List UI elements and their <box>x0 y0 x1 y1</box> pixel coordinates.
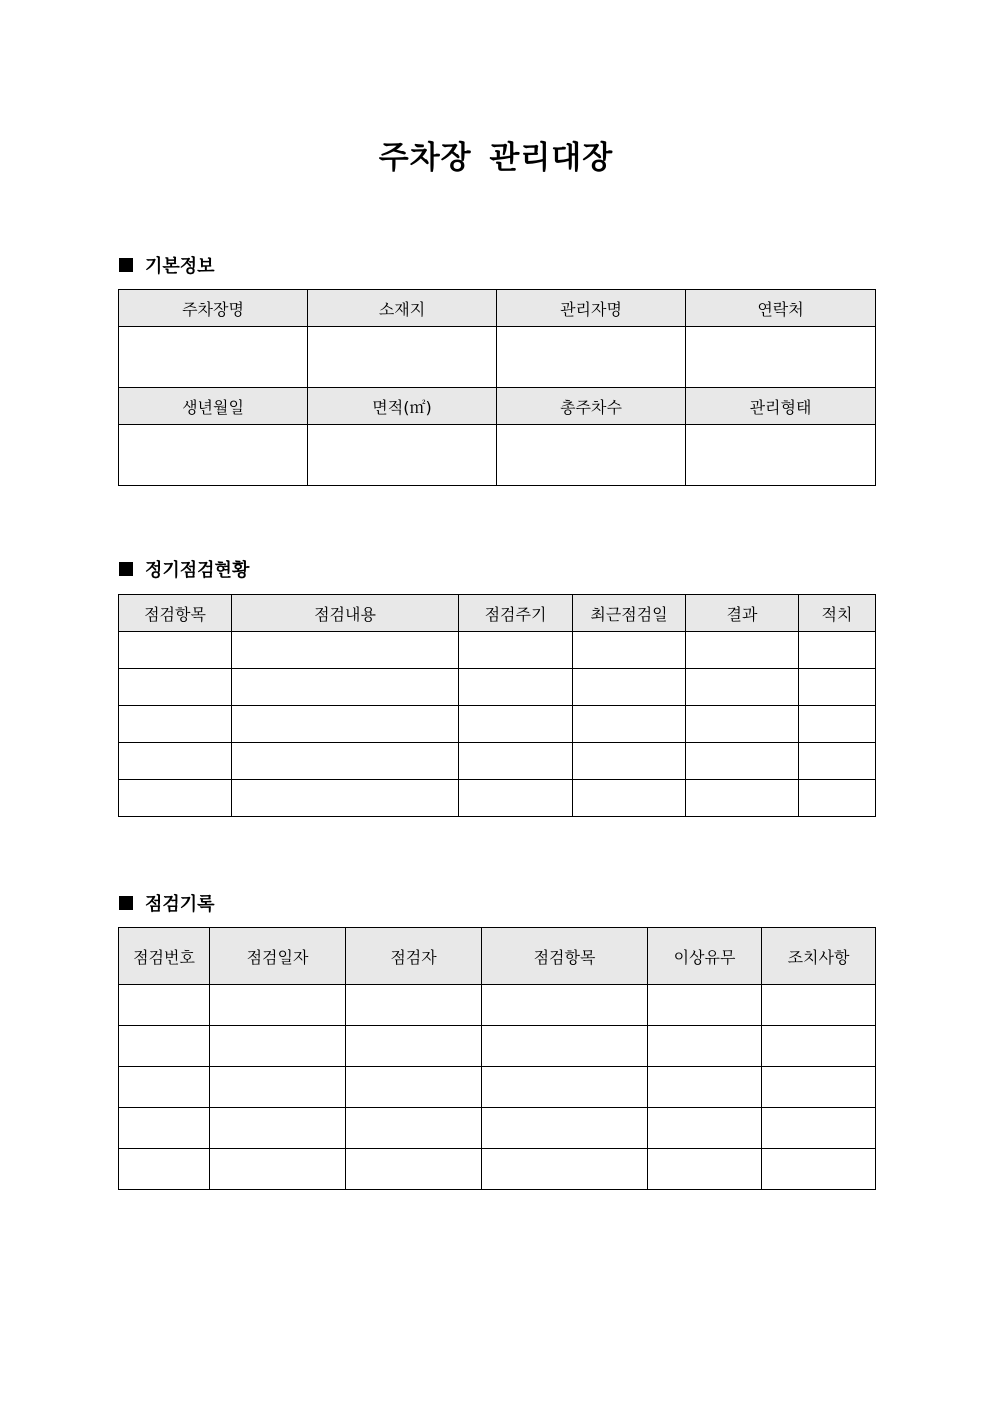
square-bullet-icon <box>119 562 133 576</box>
table-cell[interactable] <box>119 632 232 669</box>
basic-input-row-1 <box>119 327 876 388</box>
section-heading-basic <box>119 252 215 278</box>
total-spaces-field[interactable] <box>497 425 686 486</box>
table-cell[interactable] <box>119 1067 210 1108</box>
table-cell[interactable] <box>762 1067 876 1108</box>
table-cell[interactable] <box>686 706 799 743</box>
table-cell[interactable] <box>799 780 876 817</box>
table-cell[interactable] <box>232 632 459 669</box>
table-row <box>119 632 876 669</box>
inspection-header-row <box>119 595 876 632</box>
table-cell[interactable] <box>210 1026 346 1067</box>
basic-header-row-2 <box>119 388 876 425</box>
table-cell[interactable] <box>573 669 686 706</box>
header-parking-name: 주차장명 <box>119 290 308 327</box>
table-cell[interactable] <box>232 669 459 706</box>
table-cell[interactable] <box>573 743 686 780</box>
header-result: 결과 <box>686 595 799 632</box>
table-row <box>119 706 876 743</box>
table-cell[interactable] <box>686 632 799 669</box>
table-cell[interactable] <box>119 669 232 706</box>
table-row <box>119 669 876 706</box>
table-cell[interactable] <box>119 1149 210 1190</box>
header-accumulation: 적치 <box>799 595 876 632</box>
management-type-field[interactable] <box>686 425 876 486</box>
table-cell[interactable] <box>346 1149 482 1190</box>
table-cell[interactable] <box>459 706 573 743</box>
table-cell[interactable] <box>648 1067 762 1108</box>
table-cell[interactable] <box>119 706 232 743</box>
table-cell[interactable] <box>210 1108 346 1149</box>
header-contact: 연락처 <box>686 290 876 327</box>
basic-input-row-2 <box>119 425 876 486</box>
table-cell[interactable] <box>232 743 459 780</box>
table-cell[interactable] <box>119 1026 210 1067</box>
table-cell[interactable] <box>799 632 876 669</box>
header-inspection-date: 점검일자 <box>210 928 346 985</box>
table-row <box>119 743 876 780</box>
table-cell[interactable] <box>573 706 686 743</box>
basic-info-table <box>118 289 876 486</box>
inspection-status-table <box>118 594 876 817</box>
table-cell[interactable] <box>686 743 799 780</box>
contact-field[interactable] <box>686 327 876 388</box>
header-record-inspection-item: 점검항목 <box>482 928 648 985</box>
table-cell[interactable] <box>648 1026 762 1067</box>
header-location: 소재지 <box>308 290 497 327</box>
table-cell[interactable] <box>119 1108 210 1149</box>
table-cell[interactable] <box>346 985 482 1026</box>
table-cell[interactable] <box>482 1108 648 1149</box>
table-cell[interactable] <box>119 985 210 1026</box>
table-cell[interactable] <box>482 985 648 1026</box>
table-cell[interactable] <box>119 780 232 817</box>
table-cell[interactable] <box>119 743 232 780</box>
header-recent-inspection-date: 최근점검일 <box>573 595 686 632</box>
header-management-type: 관리형태 <box>686 388 876 425</box>
table-cell[interactable] <box>648 1108 762 1149</box>
header-area: 면적(㎡) <box>308 388 497 425</box>
header-abnormality: 이상유무 <box>648 928 762 985</box>
header-inspection-cycle: 점검주기 <box>459 595 573 632</box>
table-cell[interactable] <box>232 780 459 817</box>
table-cell[interactable] <box>648 985 762 1026</box>
section-heading-record-label: 점검기록 <box>145 894 215 915</box>
table-cell[interactable] <box>762 1026 876 1067</box>
section-heading-inspection <box>119 556 249 582</box>
table-cell[interactable] <box>459 632 573 669</box>
table-cell[interactable] <box>232 706 459 743</box>
table-cell[interactable] <box>686 780 799 817</box>
table-row <box>119 1149 876 1190</box>
header-total-spaces: 총주차수 <box>497 388 686 425</box>
inspection-record-table <box>118 927 876 1190</box>
table-cell[interactable] <box>648 1149 762 1190</box>
birth-date-field[interactable] <box>119 425 308 486</box>
table-cell[interactable] <box>346 1026 482 1067</box>
table-row <box>119 1067 876 1108</box>
parking-name-field[interactable] <box>119 327 308 388</box>
section-heading-inspection-label: 정기점검현황 <box>145 560 250 581</box>
record-header-row <box>119 928 876 985</box>
header-birth-date: 생년월일 <box>119 388 308 425</box>
table-cell[interactable] <box>573 632 686 669</box>
location-field[interactable] <box>308 327 497 388</box>
header-action-taken: 조치사항 <box>762 928 876 985</box>
table-cell[interactable] <box>762 1149 876 1190</box>
square-bullet-icon <box>119 258 133 272</box>
table-cell[interactable] <box>459 780 573 817</box>
table-cell[interactable] <box>459 743 573 780</box>
table-row <box>119 985 876 1026</box>
table-cell[interactable] <box>573 780 686 817</box>
table-cell[interactable] <box>346 1108 482 1149</box>
header-inspection-item: 점검항목 <box>119 595 232 632</box>
table-cell[interactable] <box>210 985 346 1026</box>
header-inspector: 점검자 <box>346 928 482 985</box>
table-cell[interactable] <box>799 706 876 743</box>
table-cell[interactable] <box>482 1026 648 1067</box>
table-cell[interactable] <box>482 1149 648 1190</box>
section-heading-basic-label: 기본정보 <box>145 256 215 277</box>
header-inspection-number: 점검번호 <box>119 928 210 985</box>
table-cell[interactable] <box>762 1108 876 1149</box>
table-row <box>119 1108 876 1149</box>
basic-header-row-1 <box>119 290 876 327</box>
header-inspection-content: 점검내용 <box>232 595 459 632</box>
square-bullet-icon <box>119 896 133 910</box>
section-heading-record <box>119 890 215 916</box>
table-cell[interactable] <box>799 743 876 780</box>
table-cell[interactable] <box>346 1067 482 1108</box>
document-title: 주차장 관리대장 <box>378 140 614 176</box>
table-cell[interactable] <box>210 1067 346 1108</box>
table-cell[interactable] <box>762 985 876 1026</box>
table-cell[interactable] <box>210 1149 346 1190</box>
table-row <box>119 780 876 817</box>
area-field[interactable] <box>308 425 497 486</box>
manager-name-field[interactable] <box>497 327 686 388</box>
header-manager-name: 관리자명 <box>497 290 686 327</box>
table-cell[interactable] <box>459 669 573 706</box>
table-cell[interactable] <box>686 669 799 706</box>
table-cell[interactable] <box>482 1067 648 1108</box>
table-row <box>119 1026 876 1067</box>
table-cell[interactable] <box>799 669 876 706</box>
